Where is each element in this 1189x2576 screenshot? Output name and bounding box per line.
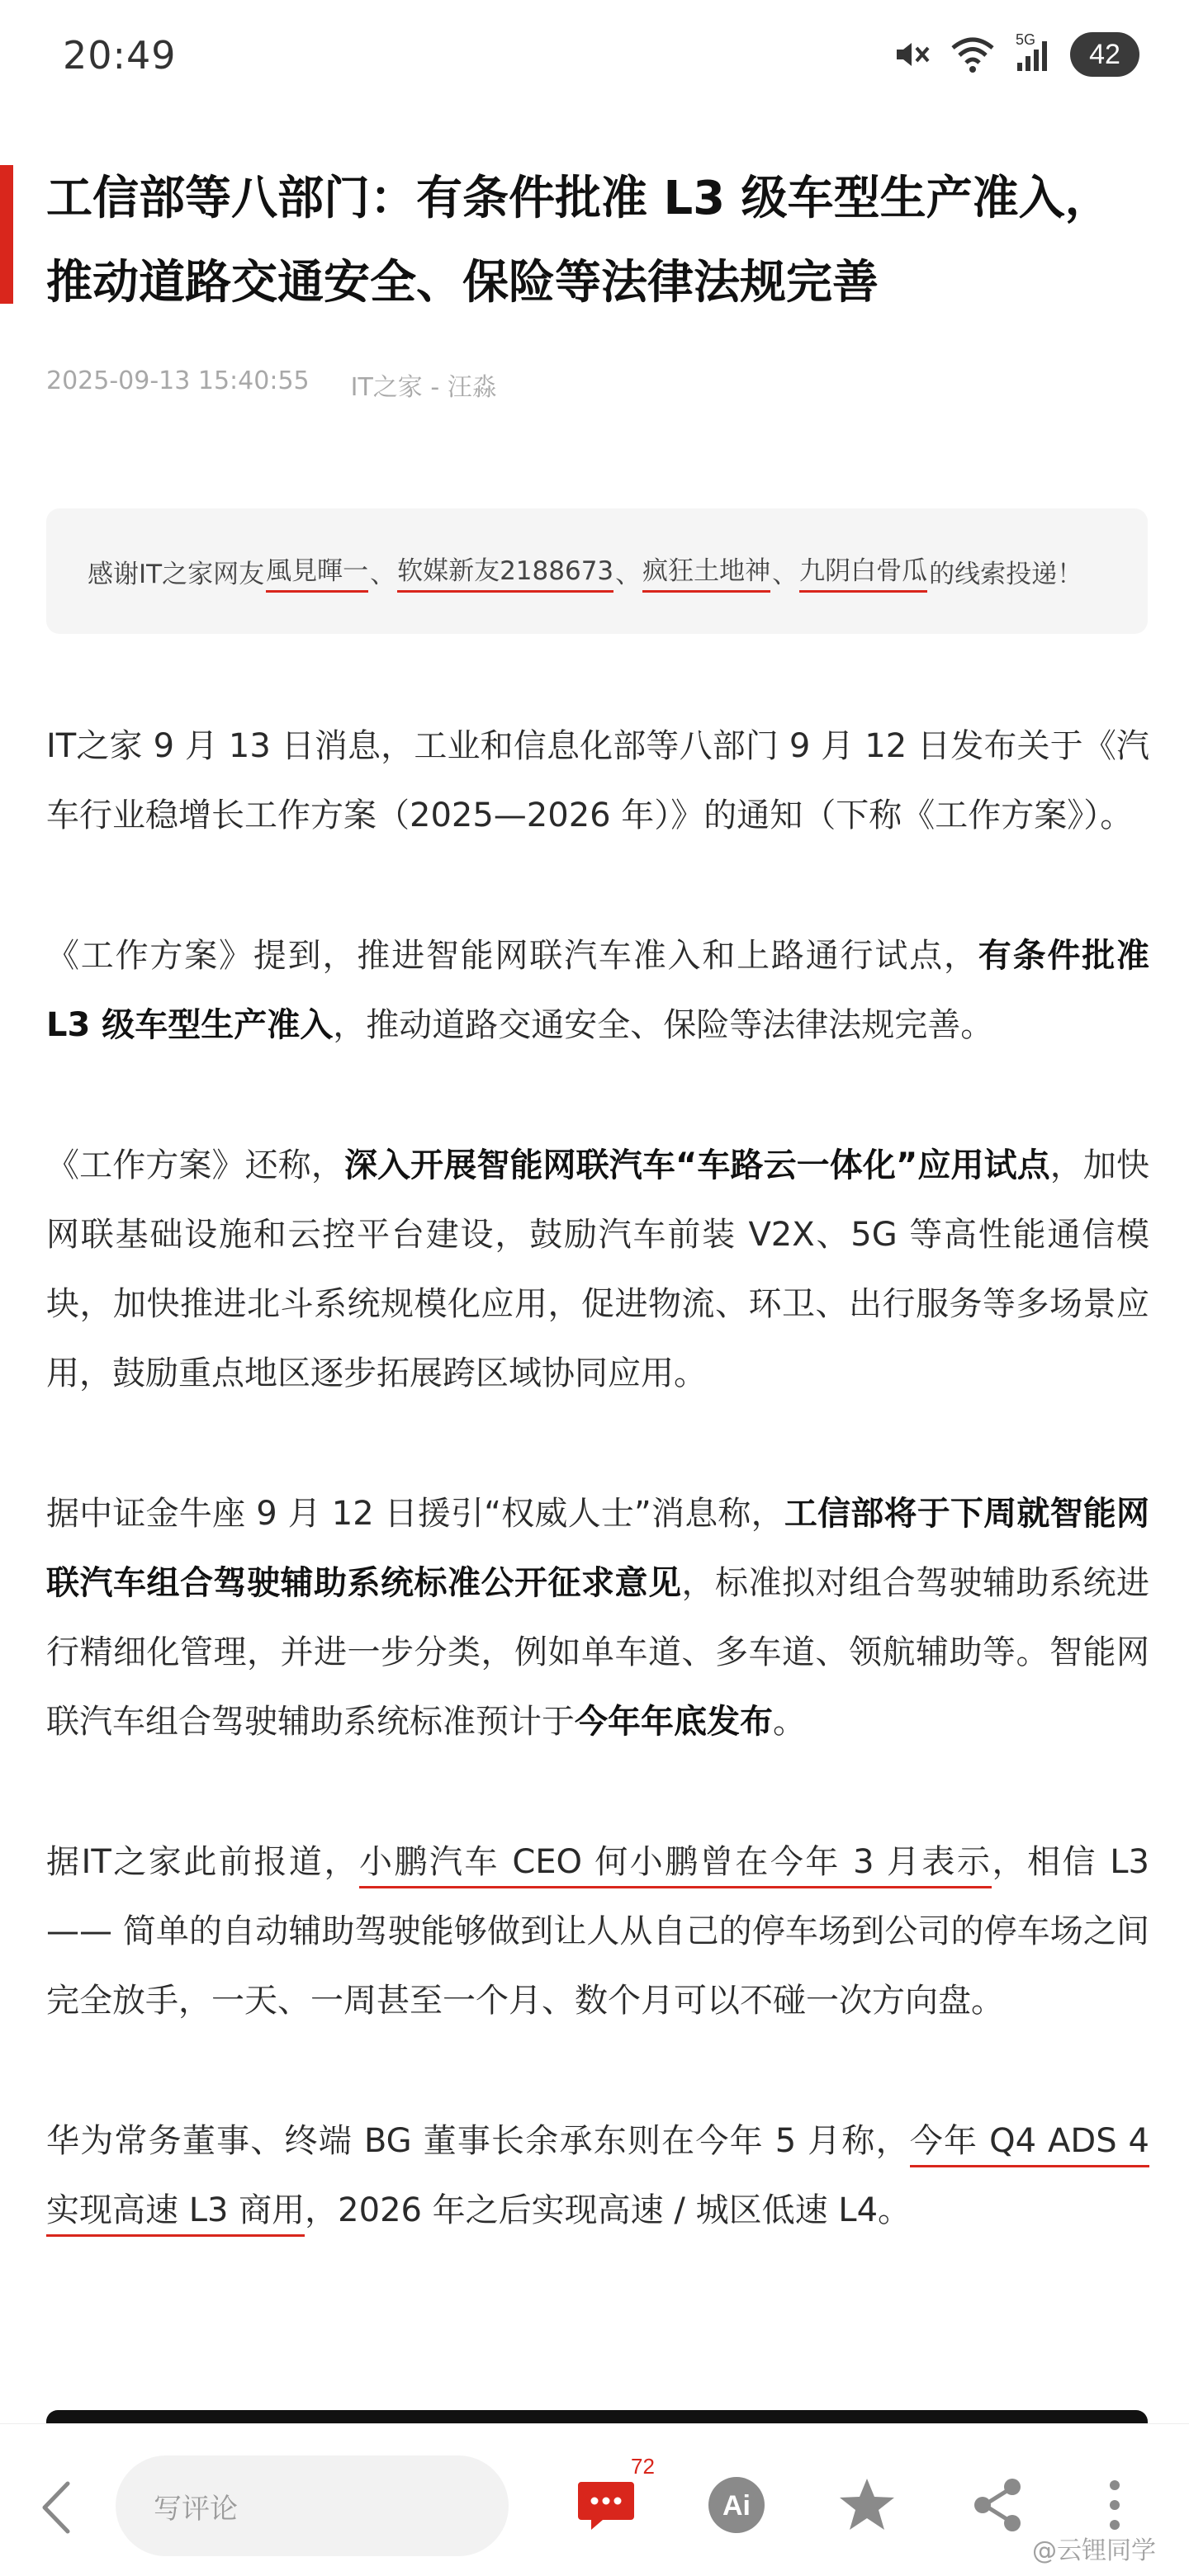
cellular-signal-icon (1014, 31, 1052, 74)
thanks-suffix: 的线索投递！ (929, 559, 1083, 589)
contributor-link[interactable]: 風見暉一 (266, 550, 368, 593)
watermark: @云锂同学 (1032, 2536, 1156, 2565)
comment-placeholder: 写评论 (154, 2492, 238, 2526)
battery-indicator: 42 (1070, 32, 1139, 77)
text: 。 (773, 1703, 806, 1741)
comment-input[interactable] (116, 2455, 509, 2556)
text: 《工作方案》提到，推进智能网联汽车准入和上路通行试点， (46, 937, 978, 975)
text: 《工作方案》还称， (46, 1146, 344, 1184)
contributor-link[interactable]: 软媒新友2188673 (397, 550, 613, 593)
status-time: 20:49 (63, 33, 177, 78)
comment-count-badge: 72 (631, 2454, 655, 2479)
mute-icon (892, 35, 931, 74)
back-icon[interactable] (33, 2479, 83, 2536)
article-link[interactable]: 今年 Q4 ADS 4 实现高速 L3 商用 (46, 2122, 1149, 2237)
wifi-icon (950, 35, 996, 74)
more-options-icon[interactable] (1098, 2474, 1131, 2536)
paragraph (46, 1131, 1149, 1408)
text: ，推动道路交通安全、保险等法律法规完善。 (333, 1006, 994, 1044)
article-title: 工信部等八部门：有条件批准 L3 级车型生产准入，推动道路交通安全、保险等法律法规完善 (46, 172, 1111, 310)
text: 据中证金牛座 9 月 12 日援引“权威人士”消息称， (46, 1495, 784, 1533)
article-body (46, 711, 1149, 2316)
bold-text: 今年年底发布 (575, 1703, 773, 1741)
article-link[interactable]: 小鹏汽车 CEO 何小鹏曾在今年 3 月表示 (359, 1843, 992, 1888)
share-icon[interactable] (966, 2474, 1029, 2536)
status-bar (0, 0, 1189, 116)
article-meta (46, 366, 497, 403)
paragraph (46, 2106, 1149, 2245)
contributor-link[interactable]: 九阴白骨瓜 (799, 550, 927, 593)
network-type: 5G (1016, 31, 1036, 48)
text: ，标准拟对组合驾驶辅助系统进行精细化管理，并进一步分类，例如单车道、多车道、领航辅助等。智能网联汽车组合驾驶辅助系统标准预计于 (46, 1564, 1149, 1741)
contributor-link[interactable]: 疯狂土地神 (642, 550, 770, 593)
paragraph (46, 921, 1149, 1060)
separator: 、 (615, 559, 642, 589)
thanks-prefix: 感谢IT之家网友 (88, 559, 265, 589)
paragraph: IT之家 9 月 13 日消息，工业和信息化部等八部门 9 月 12 日发布关于《汽车行业稳增长工作方案（2025—2026 年）》的通知（下称《工作方案》）。 (46, 727, 1149, 834)
text: 据IT之家此前报道， (46, 1843, 359, 1881)
separator: 、 (370, 559, 396, 589)
bold-text: 工信部将于下周就智能网联汽车组合驾驶辅助系统标准公开征求意见 (46, 1495, 1150, 1602)
bold-text: 深入开展智能网联汽车“车路云一体化”应用试点 (343, 1146, 1050, 1184)
text: ，加快网联基础设施和云控平台建设，鼓励汽车前装 V2X、5G 等高性能通信模块，加快推进北斗系统规模化应用，促进物流、环卫、出行服务等多场景应用，鼓励重点地区逐步拓展跨区域协同应用。 (46, 1146, 1150, 1392)
text: 华为常务董事、终端 BG 董事长余承东则在今年 5 月称， (46, 2122, 910, 2160)
text: ，2026 年之后实现高速 / 城区低速 L4。 (305, 2191, 912, 2229)
thanks-box (46, 508, 1148, 634)
favorite-star-icon[interactable] (836, 2474, 898, 2536)
paragraph (46, 1827, 1149, 2035)
publish-datetime: 2025-09-13 15:40:55 (46, 366, 310, 395)
text: ，相信 L3 —— 简单的自动辅助驾驶能够做到让人从自己的停车场到公司的停车场之间完全放手，一天、一周甚至一个月、数个月可以不碰一次方向盘。 (46, 1843, 1149, 2020)
svg-text:Ai: Ai (722, 2490, 751, 2522)
comment-icon[interactable] (575, 2474, 637, 2536)
title-accent-bar (0, 165, 13, 304)
paragraph (46, 1479, 1149, 1756)
bold-text: 有条件批准 L3 级车型生产准入 (46, 937, 1150, 1044)
bottom-toolbar (0, 2423, 1189, 2576)
status-icons (892, 28, 1139, 81)
ai-icon[interactable] (705, 2474, 768, 2536)
author: IT之家 - 汪淼 (350, 373, 497, 402)
separator: 、 (772, 559, 798, 589)
